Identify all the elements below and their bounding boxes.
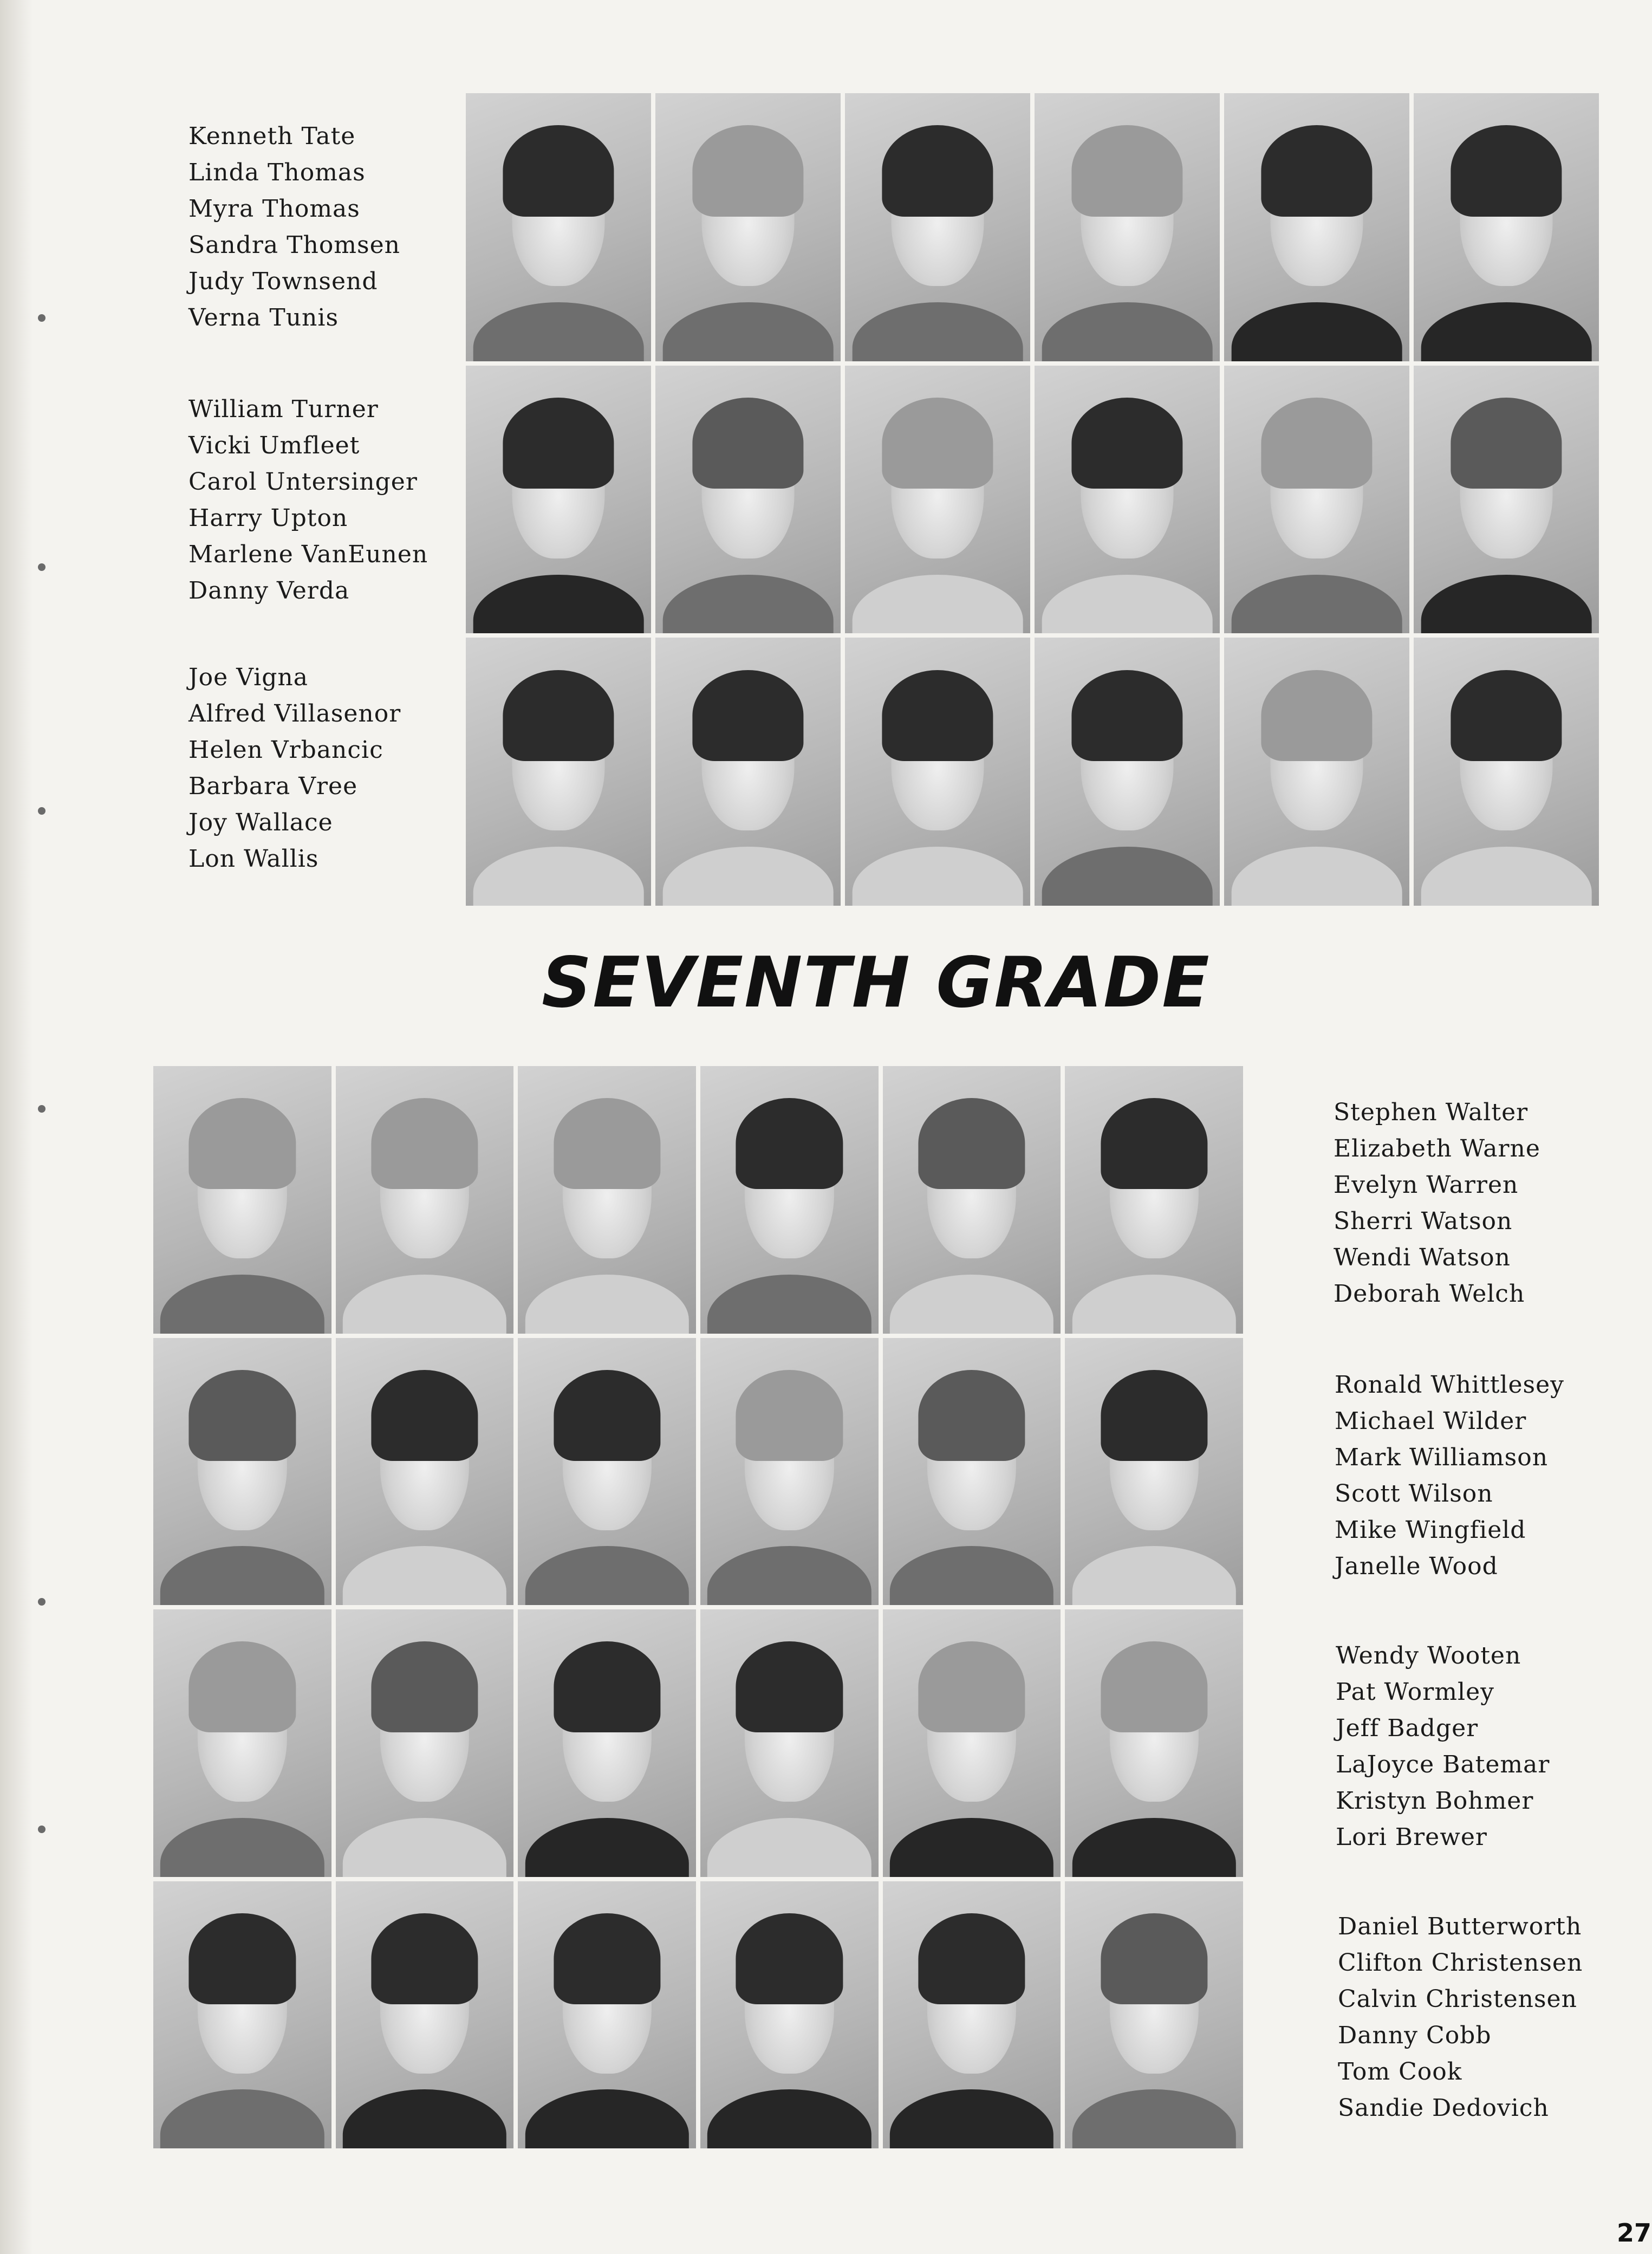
student-photo	[1414, 93, 1599, 361]
name-list-top-row-2	[188, 391, 428, 609]
student-name: Ronald Whittlesey	[1335, 1371, 1564, 1399]
student-name: Janelle Wood	[1335, 1553, 1498, 1580]
student-photo	[1035, 638, 1220, 906]
name-list-bottom-row-4	[1338, 1908, 1583, 2126]
student-photo	[883, 1609, 1061, 1877]
student-name: Harry Upton	[188, 504, 348, 532]
binding-hole	[38, 1826, 45, 1833]
student-photo	[1035, 366, 1220, 634]
student-photo	[845, 638, 1030, 906]
student-photo	[655, 638, 841, 906]
student-photo	[700, 1338, 879, 1606]
student-photo	[336, 1066, 514, 1334]
name-list-bottom-row-2	[1335, 1367, 1564, 1584]
student-name: Danny Verda	[188, 577, 350, 605]
student-name: Evelyn Warren	[1334, 1171, 1519, 1199]
student-photo	[845, 366, 1030, 634]
name-list-bottom-row-1	[1334, 1094, 1540, 1312]
page-number: 27	[1617, 2218, 1652, 2247]
student-name: Verna Tunis	[188, 304, 339, 332]
student-photo	[518, 1066, 696, 1334]
student-photo	[1224, 93, 1409, 361]
name-list-top-row-3	[188, 659, 401, 877]
student-photo	[700, 1066, 879, 1334]
student-photo	[1065, 1881, 1243, 2149]
student-name: Stephen Walter	[1334, 1099, 1529, 1126]
student-photo	[1414, 638, 1599, 906]
student-name: Elizabeth Warne	[1334, 1135, 1540, 1162]
student-photo	[655, 366, 841, 634]
student-name: Joe Vigna	[188, 664, 308, 691]
binding-hole	[38, 563, 45, 571]
name-list-top-row-1	[188, 118, 400, 336]
student-name: Lori Brewer	[1336, 1823, 1487, 1851]
student-photo	[1065, 1338, 1243, 1606]
binding-hole	[38, 1105, 45, 1113]
student-name: Mark Williamson	[1335, 1444, 1549, 1471]
student-name: Sandra Thomsen	[188, 231, 400, 259]
student-photo	[655, 93, 841, 361]
student-photo	[518, 1609, 696, 1877]
student-photo	[153, 1338, 331, 1606]
student-name: Michael Wilder	[1335, 1407, 1527, 1435]
student-name: Mike Wingfield	[1335, 1516, 1526, 1544]
student-name: Kenneth Tate	[188, 122, 356, 150]
student-photo	[153, 1609, 331, 1877]
student-photo	[1224, 638, 1409, 906]
student-name: Sandie Dedovich	[1338, 2094, 1549, 2122]
student-name: Lon Wallis	[188, 845, 319, 873]
student-photo	[518, 1881, 696, 2149]
student-photo	[1035, 93, 1220, 361]
student-photo	[153, 1066, 331, 1334]
student-name: Myra Thomas	[188, 195, 360, 223]
student-name: Pat Wormley	[1336, 1678, 1494, 1706]
name-list-bottom-row-3	[1336, 1638, 1550, 1855]
student-name: Marlene VanEunen	[188, 541, 428, 568]
section-title: SEVENTH GRADE	[542, 943, 1211, 1023]
student-name: Linda Thomas	[188, 159, 366, 186]
student-name: William Turner	[188, 395, 379, 423]
student-name: Carol Untersinger	[188, 468, 418, 496]
student-name: Helen Vrbancic	[188, 736, 383, 764]
student-photo	[1414, 366, 1599, 634]
student-name: Clifton Christensen	[1338, 1949, 1583, 1977]
student-photo	[883, 1881, 1061, 2149]
student-name: Jeff Badger	[1336, 1714, 1479, 1742]
student-photo	[883, 1338, 1061, 1606]
student-photo	[336, 1881, 514, 2149]
student-name: Wendy Wooten	[1336, 1642, 1521, 1670]
binding-gutter	[0, 0, 32, 2254]
student-photo	[336, 1338, 514, 1606]
student-photo	[466, 366, 651, 634]
photo-grid-bottom	[153, 1066, 1243, 2148]
student-photo	[466, 93, 651, 361]
student-name: Barbara Vree	[188, 772, 358, 800]
student-name: Deborah Welch	[1334, 1280, 1525, 1308]
student-name: Danny Cobb	[1338, 2022, 1492, 2049]
student-name: Calvin Christensen	[1338, 1985, 1577, 2013]
student-photo	[518, 1338, 696, 1606]
student-name: LaJoyce Batemar	[1336, 1751, 1550, 1778]
student-name: Kristyn Bohmer	[1336, 1787, 1534, 1815]
student-photo	[153, 1881, 331, 2149]
student-name: Joy Wallace	[188, 809, 333, 836]
binding-hole	[38, 1598, 45, 1606]
binding-hole	[38, 314, 45, 322]
student-photo	[883, 1066, 1061, 1334]
student-photo	[466, 638, 651, 906]
student-name: Alfred Villasenor	[188, 700, 401, 727]
student-name: Sherri Watson	[1334, 1207, 1513, 1235]
student-photo	[1065, 1609, 1243, 1877]
student-photo	[700, 1609, 879, 1877]
binding-hole	[38, 807, 45, 815]
student-name: Wendi Watson	[1334, 1244, 1511, 1271]
student-photo	[845, 93, 1030, 361]
student-name: Tom Cook	[1338, 2058, 1462, 2086]
student-photo	[700, 1881, 879, 2149]
student-photo	[1224, 366, 1409, 634]
student-name: Judy Townsend	[188, 268, 378, 295]
student-name: Vicki Umfleet	[188, 432, 360, 459]
student-photo	[336, 1609, 514, 1877]
student-name: Daniel Butterworth	[1338, 1913, 1582, 1940]
photo-grid-top	[466, 93, 1599, 906]
student-name: Scott Wilson	[1335, 1480, 1493, 1508]
student-photo	[1065, 1066, 1243, 1334]
